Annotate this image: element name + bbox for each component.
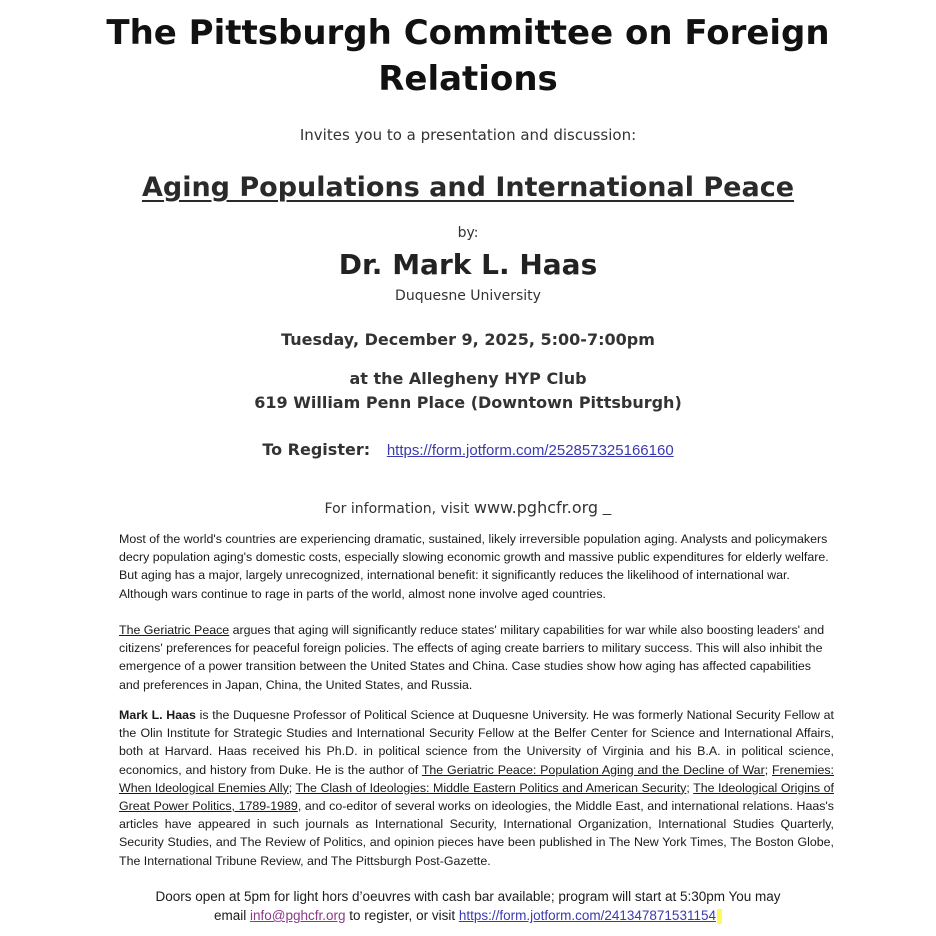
info-site-link[interactable]: www.pghcfr.org (473, 498, 599, 517)
speaker-name: Dr. Mark L. Haas (338, 248, 598, 281)
register-line (0, 440, 936, 459)
speaker-affiliation: Duquesne University (395, 288, 541, 304)
text-highlight-mark (717, 909, 722, 924)
invite-text: Invites you to a presentation and discussion: (299, 126, 637, 144)
talk-title-text: Aging Populations and International Peace (141, 172, 795, 203)
book-title-geriatric-peace: The Geriatric Peace (119, 623, 230, 637)
description-paragraph-1: Most of the world's countries are experiencing dramatic, sustained, likely irreversible population aging. Analysts and policymakers decry population aging's domestic costs, especially slowing economic growth and massive public expenditures for elderly welfare. But aging has a major, largely unrecognized, international benefit: it significantly reduces the likelihood of international war. Although wars continue to rage in parts of the world, almost none involve aged countries. (119, 532, 829, 601)
separator-2: ; (288, 780, 296, 795)
event-venue (0, 367, 936, 415)
event-datetime: Tuesday, December 9, 2025, 5:00-7:00pm (281, 330, 655, 349)
book-title-2: Frenemies: When Ideological Enemies Ally (119, 762, 834, 795)
org-title: The Pittsburgh Committee on Foreign Relations (106, 13, 830, 99)
footer-form-link[interactable]: https://form.jotform.com/241347871531154 (458, 908, 716, 923)
register-link[interactable]: https://form.jotform.com/252857325166160 (386, 442, 674, 459)
separator-1: ; (764, 762, 773, 777)
bio-text-1: is the Duquesne Professor of Political Science at Duquesne University. He was formerly National Security Fellow at the Olin Institute for Strategic Studies and International Security Fellow at the Belfer Center for Science and International Affairs, both at Harvard. Haas received his Ph.D. in political science from the University of Virginia and his B.A. in political science, economics, and history from Duke. He is the author of (119, 708, 834, 777)
register-label: To Register: (262, 440, 371, 459)
description-paragraph-2 (119, 621, 834, 694)
by-label: by: (457, 225, 479, 241)
book-title-4: The Ideological Origins of Great Power Politics, 1789-1989 (119, 780, 834, 814)
book-title-3: The Clash of Ideologies: Middle Eastern Politics and American Security (295, 780, 687, 795)
footer-middle-text: to register, or visit (345, 908, 459, 923)
info-line (0, 498, 936, 517)
bio-text-2: , and co-editor of several works on ideologies, the Middle East, and international relations. Haas's articles have appeared in such journals as International Security, International Organization, International Studies Quarterly, Security Studies, and The Review of Politics, and opinion pieces have been published in The New York Times, The Boston Globe, The International Tribune Review, and The Pittsburgh Post-Gazette. (119, 799, 834, 868)
paragraph-2-text: argues that aging will significantly reduce states' military capabilities for war while also boosting leaders' and citizens' preferences for peaceful foreign policies. The effects of aging create barriers to military success. This will also inhibit the emergence of a power transition between the United States and China. Case studies show how aging has affected capabilities and preferences in Japan, China, the United States, and Russia. (119, 623, 825, 692)
footer-line-2 (0, 906, 936, 925)
separator-3: ; (686, 780, 694, 795)
info-label: For information, visit (324, 501, 470, 517)
contact-email-link[interactable]: info@pghcfr.org (250, 908, 346, 923)
footer-email-prefix: email (214, 908, 251, 923)
venue-line-1: at the Allegheny HYP Club (349, 369, 587, 388)
footer (0, 887, 936, 925)
speaker-bio (119, 706, 834, 870)
talk-title (0, 172, 936, 203)
footer-line-1: Doors open at 5pm for light hors d’oeuvres with cash bar available; program will start at 5:30pm You may (155, 889, 781, 904)
venue-line-2: 619 William Penn Place (Downtown Pittsburgh) (254, 393, 682, 412)
bio-name: Mark L. Haas (119, 708, 196, 722)
book-title-1: The Geriatric Peace: Population Aging and the Decline of War (421, 762, 765, 777)
